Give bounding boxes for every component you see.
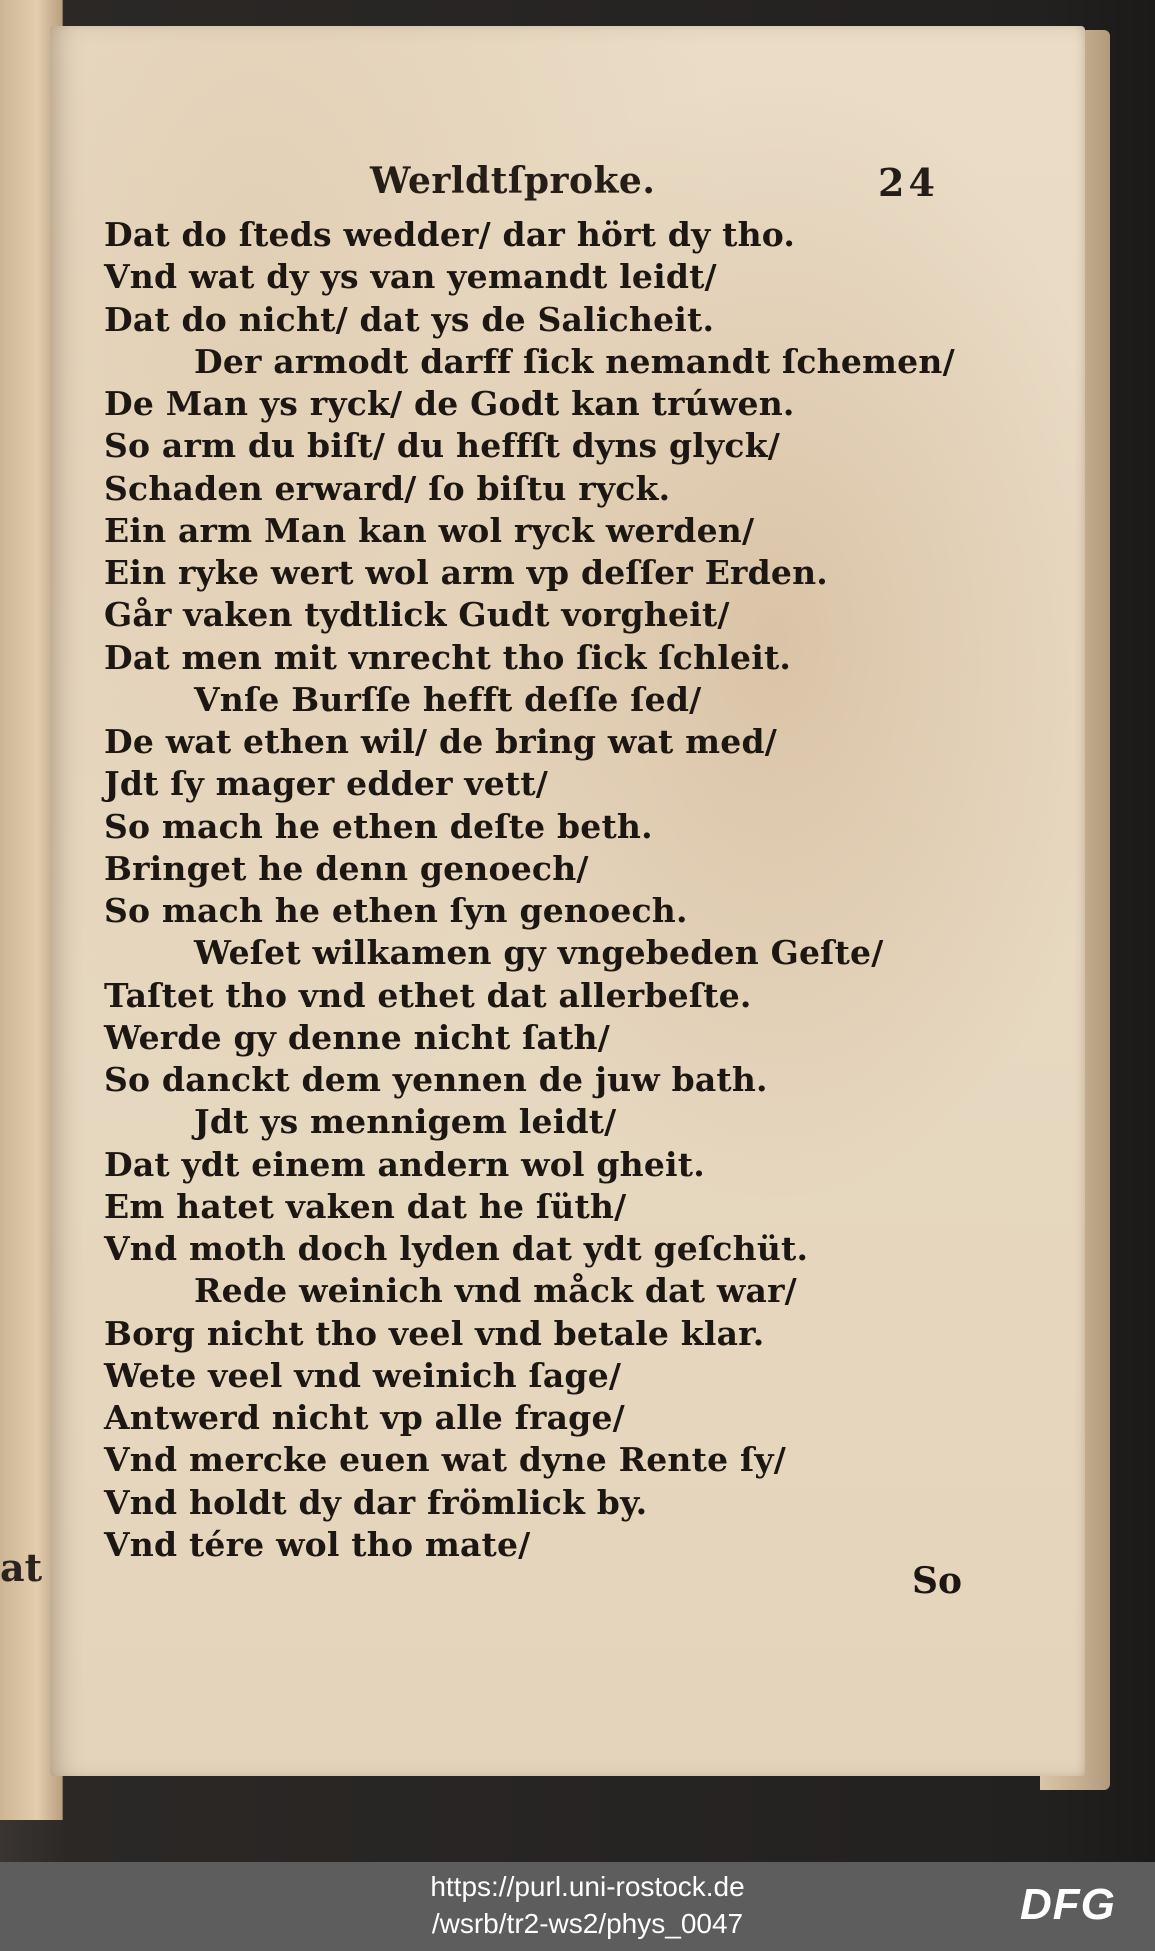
verse-line: Schaden erward/ ſo biſtu ryck. [104,468,671,508]
verse-line: Antwerd nicht vp alle frage/ [104,1398,625,1437]
verse-line: Em hatet vaken dat he ſüth/ [104,1186,627,1226]
book-page [50,26,1085,1776]
verse-line: Vnd moth doch lyden dat ydt geſchüt. [104,1229,809,1268]
verse-line: Går vaken tydtlick Gudt vorgheit/ [104,595,730,635]
verse-line: De wat ethen wil/ de bring wat med/ [104,722,778,761]
verse-line: Dat men mit vnrecht tho ſick ſchleit. [104,637,792,677]
verse-line: Dat do ſteds wedder/ dar hört dy tho. [104,215,796,254]
verse-line: Vnd holdt dy dar frömlick by. [104,1482,648,1522]
verse-line: Vnd mercke euen wat dyne Rente ſy/ [104,1440,786,1480]
previous-leaf-fragment: at [0,1545,43,1590]
verse-line: Ein ryke wert wol arm vp deſſer Erden. [104,553,828,592]
verse-line: Der armodt darff ſick nemandt ſchemen/ [194,341,955,381]
persistent-url-line-1[interactable]: https://purl.uni-rostock.de [430,1871,745,1902]
text-block [104,214,955,1566]
dfg-logo: DFG [1020,1880,1116,1929]
persistent-url-line-2[interactable]: /wsrb/tr2-ws2/phys_0047 [431,1908,744,1939]
verse-line: Ein arm Man kan wol ryck werden/ [104,510,755,550]
verse-line: Vnſe Burſſe hefft deſſe ſed/ [194,679,702,719]
verse-line: Vnd tére wol tho mate/ [104,1524,531,1564]
verse-line: De Man ys ryck/ de Godt kan trúwen. [104,384,795,423]
verse-line: Taſtet tho vnd ethet dat allerbeſte. [104,975,752,1015]
verse-line: Dat do nicht/ dat ys de Salicheit. [104,299,715,339]
page-number: 24 [878,160,939,205]
verse-line: So mach he ethen deſte beth. [104,806,653,846]
verse-line: Weſet wilkamen gy vngebeden Geſte/ [194,933,884,973]
verse-line: Werde gy denne nicht ſath/ [104,1017,611,1057]
verse-line: So mach he ethen ſyn genoech. [104,891,688,930]
verse-line: Wete veel vnd weinich ſage/ [104,1355,622,1395]
verse-line: So arm du biſt/ du heffſt dyns glyck/ [104,426,781,466]
running-head: Werldtſproke. [370,160,656,202]
verse-line: Bringet he denn genoech/ [104,848,589,888]
verse-line: Borg nicht tho veel vnd betale klar. [104,1313,765,1353]
verse-line: Rede weinich vnd måck dat war/ [194,1271,797,1311]
verse-line: Dat ydt einem andern wol gheit. [104,1144,705,1184]
verse-line: Jdt ys mennigem leidt/ [194,1102,617,1142]
verse-line: Vnd wat dy ys van yemandt leidt/ [104,257,717,297]
catchword: So [912,1560,963,1602]
verse-line: Jdt ſy mager edder vett/ [104,764,549,804]
verse-line: So danckt dem yennen de juw bath. [104,1060,768,1099]
